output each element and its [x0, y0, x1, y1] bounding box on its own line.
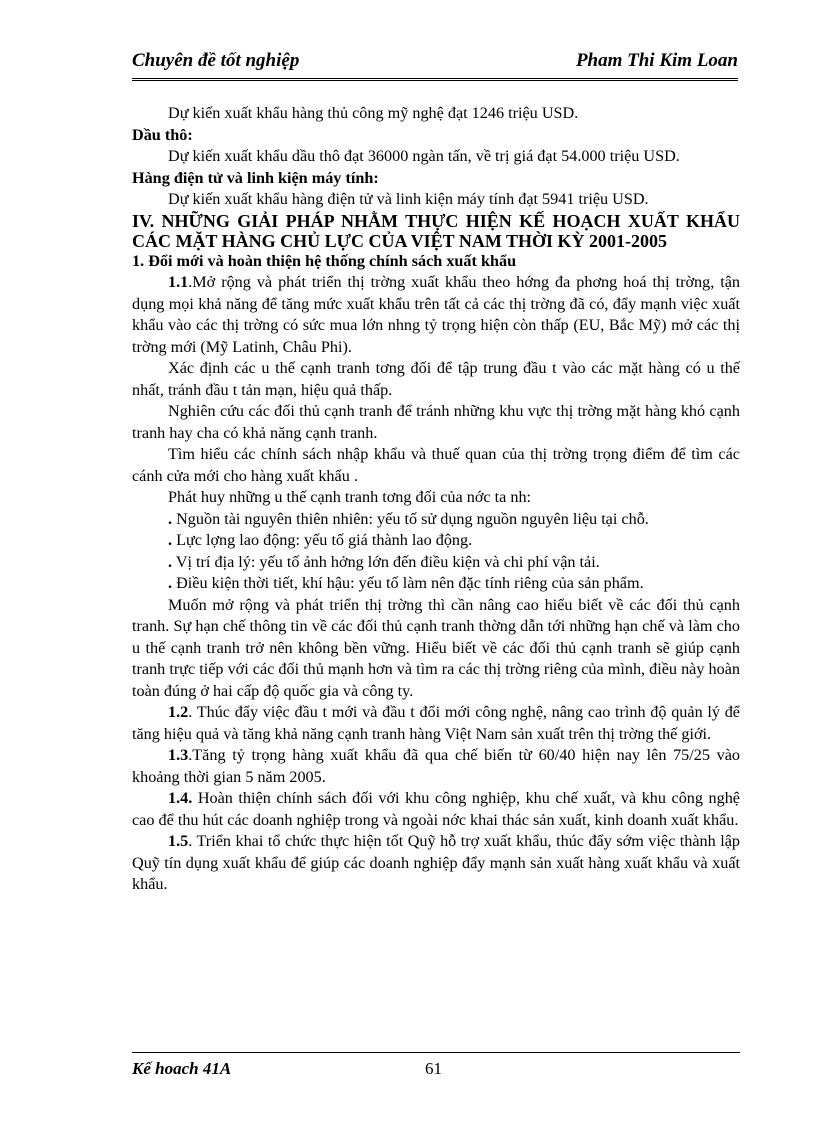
page-header	[132, 50, 738, 81]
document-body	[132, 103, 740, 896]
section-heading: IV. NHỮNG GIẢI PHÁP NHẰM THỰC HIỆN KẾ HOẠCH XUẤT KHẨU CÁC MẶT HÀNG CHỦ LỰC CỦA VIỆT NAM THỜI KỲ 2001-2005	[132, 210, 740, 251]
bullet-item	[132, 573, 740, 595]
paragraph	[132, 272, 740, 358]
paragraph	[132, 702, 740, 745]
paragraph: Xác định các u thế cạnh tranh tơng đối để tập trung đầu t vào các mặt hàng có u thế nhất, tránh đầu t tản mạn, hiệu quả thấp.	[132, 359, 740, 399]
header-document-type: Chuyên đề tốt nghiệp	[132, 50, 300, 71]
subheading: Dầu thô:	[132, 125, 193, 144]
paragraph: Tìm hiểu các chính sách nhập khẩu và thuế quan của thị trờng trọng điểm để tìm các cánh cửa mới cho hàng xuất khẩu .	[132, 445, 740, 485]
bullet-text: Nguồn tài nguyên thiên nhiên: yếu tố sử dụng nguồn nguyên liệu tại chỗ.	[176, 509, 649, 528]
bullet-text: Điều kiện thời tiết, khí hậu: yếu tố làm nên đặc tính riêng của sản phẩm.	[176, 574, 644, 592]
paragraph-text: . Thúc đẩy việc đầu t mới và đầu t đổi mới công nghệ, nâng cao trình độ quản lý để tăng hiệu quả và tăng khả năng cạnh tranh hàng Việt Nam sản xuất trên thị trờng thế giới.	[132, 703, 740, 743]
paragraph	[132, 745, 740, 788]
item-number: 1.4.	[168, 789, 193, 807]
bullet-mark: .	[168, 574, 173, 592]
bullet-text: Vị trí địa lý: yếu tố ảnh hởng lớn đến điều kiện và chi phí vận tải.	[175, 552, 600, 571]
bullet-text: Lực lợng lao động: yếu tố giá thành lao động.	[176, 531, 473, 549]
bullet-item	[132, 530, 740, 552]
bullet-mark: .	[168, 552, 173, 571]
item-number: 1.1	[168, 273, 189, 291]
page-footer	[132, 1052, 740, 1083]
paragraph-text: .Tăng tỷ trọng hàng xuất khẩu đã qua chế biến từ 60/40 hiện nay lên 75/25 vào khoảng thời gian 5 năm 2005.	[132, 746, 740, 786]
paragraph	[132, 831, 740, 896]
paragraph-text: . Triển khai tổ chức thực hiện tốt Quỹ hỗ trợ xuất khẩu, thúc đẩy sớm việc thành lập Quỹ tín dụng xuất khẩu để giúp các doanh nghiệp đẩy mạnh sản xuất hàng xuất khẩu và xuất khẩu.	[132, 832, 740, 893]
item-number: 1.5	[168, 832, 189, 850]
paragraph-text: Hoàn thiện chính sách đối với khu công nghiệp, khu chế xuất, và khu công nghệ cao để thu hút các doanh nghiệp trong và ngoài nớc khai thác sản xuất, kinh doanh xuất khẩu.	[132, 789, 740, 829]
paragraph-text: .Mở rộng và phát triển thị trờng xuất khẩu theo hớng đa phơng hoá thị trờng, tận dụng mọi khả năng để tăng mức xuất khẩu trên tất cả các thị trờng đã có, đẩy mạnh việc xuất khẩu vào các thị trờng có sức mua lớn nhng tỷ trọng hiện còn thấp (EU, Bắc Mỹ) mở các thị trờng mới (Mỹ Latinh, Châu Phi).	[132, 273, 740, 356]
item-number: 1.3	[168, 746, 189, 764]
paragraph: Dự kiến xuất khẩu hàng điện tử và linh kiện máy tính đạt 5941 triệu USD.	[168, 190, 649, 208]
bullet-item	[132, 552, 740, 574]
footer-class-name: Kế hoach 41A	[132, 1059, 232, 1078]
paragraph: Dự kiến xuất khẩu dầu thô đạt 36000 ngàn tấn, về trị giá đạt 54.000 triệu USD.	[168, 147, 680, 165]
paragraph: Nghiên cứu các đối thủ cạnh tranh để tránh những khu vực thị trờng mặt hàng khó cạnh tranh hay cha có khả năng cạnh tranh.	[132, 402, 740, 442]
bullet-mark: .	[168, 531, 173, 549]
paragraph: Phát huy những u thế cạnh tranh tơng đối của nớc ta nh:	[168, 488, 532, 506]
paragraph: Dự kiến xuất khẩu hàng thủ công mỹ nghệ đạt 1246 triệu USD.	[168, 104, 579, 122]
subsection-heading: 1. Đổi mới và hoàn thiện hệ thống chính sách xuất khẩu	[132, 251, 517, 270]
bullet-mark: .	[168, 509, 173, 528]
subheading: Hàng điện tử và linh kiện máy tính:	[132, 168, 379, 187]
header-author: Pham Thi Kim Loan	[575, 50, 738, 71]
bullet-item	[132, 509, 740, 531]
paragraph	[132, 788, 740, 831]
paragraph: Muốn mở rộng và phát triển thị trờng thì cần nâng cao hiểu biết về các đối thủ cạnh tranh. Sự hạn chế thông tin về các đối thủ cạnh tranh thờng dẫn tới những hạn chế và làm cho u thế cạnh tranh trở nên không bền vững. Hiểu biết về các đối thủ cạnh tranh sẽ giúp cạnh tranh trực tiếp với các đối thủ mạnh hơn và tìm ra các thị trờng riêng của mình, điều này hoàn toàn đúng ở hai cấp độ quốc gia và công ty.	[132, 595, 740, 700]
item-number: 1.2	[168, 703, 189, 721]
page-number: 61	[425, 1059, 442, 1078]
